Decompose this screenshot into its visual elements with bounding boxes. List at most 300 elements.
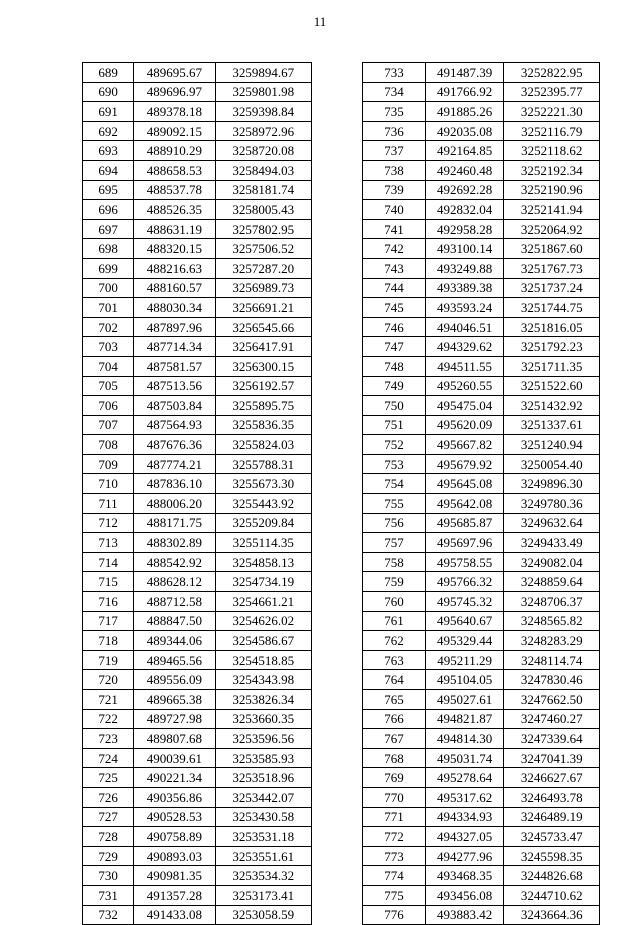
x-coordinate-cell: 488910.29 xyxy=(134,141,215,161)
point-number-cell: 776 xyxy=(363,905,426,925)
point-number-cell: 730 xyxy=(83,866,134,886)
x-coordinate-cell: 488847.50 xyxy=(134,611,215,631)
table-row xyxy=(83,376,312,396)
x-coordinate-cell: 488712.58 xyxy=(134,592,215,612)
x-coordinate-cell: 490758.89 xyxy=(134,827,215,847)
y-coordinate-cell: 3254661.21 xyxy=(215,592,311,612)
table-row xyxy=(363,513,600,533)
point-number-cell: 745 xyxy=(363,298,426,318)
table-row xyxy=(363,768,600,788)
y-coordinate-cell: 3253173.41 xyxy=(215,885,311,905)
point-number-cell: 698 xyxy=(83,239,134,259)
y-coordinate-cell: 3254734.19 xyxy=(215,572,311,592)
point-number-cell: 695 xyxy=(83,180,134,200)
point-number-cell: 701 xyxy=(83,298,134,318)
table-row xyxy=(363,709,600,729)
y-coordinate-cell: 3248706.37 xyxy=(504,592,600,612)
x-coordinate-cell: 489665.38 xyxy=(134,690,215,710)
x-coordinate-cell: 492692.28 xyxy=(425,180,504,200)
y-coordinate-cell: 3247662.50 xyxy=(504,690,600,710)
table-row xyxy=(83,885,312,905)
table-row xyxy=(83,102,312,122)
table-row xyxy=(83,592,312,612)
point-number-cell: 772 xyxy=(363,827,426,847)
x-coordinate-cell: 493456.08 xyxy=(425,885,504,905)
point-number-cell: 702 xyxy=(83,317,134,337)
point-number-cell: 714 xyxy=(83,552,134,572)
x-coordinate-cell: 491766.92 xyxy=(425,82,504,102)
y-coordinate-cell: 3251432.92 xyxy=(504,396,600,416)
y-coordinate-cell: 3251744.75 xyxy=(504,298,600,318)
point-number-cell: 735 xyxy=(363,102,426,122)
point-number-cell: 700 xyxy=(83,278,134,298)
x-coordinate-cell: 493389.38 xyxy=(425,278,504,298)
point-number-cell: 771 xyxy=(363,807,426,827)
table-row xyxy=(83,219,312,239)
y-coordinate-cell: 3246493.78 xyxy=(504,787,600,807)
y-coordinate-cell: 3251867.60 xyxy=(504,239,600,259)
y-coordinate-cell: 3253518.96 xyxy=(215,768,311,788)
y-coordinate-cell: 3253596.56 xyxy=(215,729,311,749)
point-number-cell: 748 xyxy=(363,356,426,376)
table-row xyxy=(83,513,312,533)
table-row xyxy=(83,474,312,494)
table-row xyxy=(363,690,600,710)
point-number-cell: 721 xyxy=(83,690,134,710)
table-row xyxy=(363,180,600,200)
y-coordinate-cell: 3248565.82 xyxy=(504,611,600,631)
point-number-cell: 742 xyxy=(363,239,426,259)
y-coordinate-cell: 3254586.67 xyxy=(215,631,311,651)
table-row xyxy=(83,337,312,357)
table-row xyxy=(363,200,600,220)
point-number-cell: 737 xyxy=(363,141,426,161)
table-row xyxy=(83,729,312,749)
y-coordinate-cell: 3253058.59 xyxy=(215,905,311,925)
table-row xyxy=(83,454,312,474)
table-row xyxy=(363,650,600,670)
x-coordinate-cell: 494511.55 xyxy=(425,356,504,376)
y-coordinate-cell: 3252221.30 xyxy=(504,102,600,122)
x-coordinate-cell: 489378.18 xyxy=(134,102,215,122)
x-coordinate-cell: 492035.08 xyxy=(425,121,504,141)
table-row xyxy=(363,787,600,807)
page-number: 11 xyxy=(313,14,327,29)
x-coordinate-cell: 495697.96 xyxy=(425,533,504,553)
y-coordinate-cell: 3255788.31 xyxy=(215,454,311,474)
x-coordinate-cell: 488320.15 xyxy=(134,239,215,259)
x-coordinate-cell: 488526.35 xyxy=(134,200,215,220)
point-number-cell: 718 xyxy=(83,631,134,651)
y-coordinate-cell: 3255209.84 xyxy=(215,513,311,533)
x-coordinate-cell: 487774.21 xyxy=(134,454,215,474)
point-number-cell: 756 xyxy=(363,513,426,533)
x-coordinate-cell: 495667.82 xyxy=(425,435,504,455)
x-coordinate-cell: 489092.15 xyxy=(134,121,215,141)
y-coordinate-cell: 3252064.92 xyxy=(504,219,600,239)
x-coordinate-cell: 495260.55 xyxy=(425,376,504,396)
table-row xyxy=(363,258,600,278)
table-row xyxy=(363,278,600,298)
y-coordinate-cell: 3251792.23 xyxy=(504,337,600,357)
y-coordinate-cell: 3256691.21 xyxy=(215,298,311,318)
table-row xyxy=(363,356,600,376)
x-coordinate-cell: 495642.08 xyxy=(425,494,504,514)
point-number-cell: 705 xyxy=(83,376,134,396)
table-row xyxy=(83,160,312,180)
table-row xyxy=(363,807,600,827)
y-coordinate-cell: 3257506.52 xyxy=(215,239,311,259)
table-row xyxy=(83,787,312,807)
point-number-cell: 734 xyxy=(363,82,426,102)
y-coordinate-cell: 3254858.13 xyxy=(215,552,311,572)
y-coordinate-cell: 3252190.96 xyxy=(504,180,600,200)
point-number-cell: 722 xyxy=(83,709,134,729)
coordinates-table-left xyxy=(82,62,312,925)
x-coordinate-cell: 494277.96 xyxy=(425,846,504,866)
point-number-cell: 736 xyxy=(363,121,426,141)
y-coordinate-cell: 3256192.57 xyxy=(215,376,311,396)
table-row xyxy=(363,611,600,631)
y-coordinate-cell: 3244826.68 xyxy=(504,866,600,886)
point-number-cell: 770 xyxy=(363,787,426,807)
y-coordinate-cell: 3249896.30 xyxy=(504,474,600,494)
y-coordinate-cell: 3256545.66 xyxy=(215,317,311,337)
y-coordinate-cell: 3255895.75 xyxy=(215,396,311,416)
y-coordinate-cell: 3243664.36 xyxy=(504,905,600,925)
x-coordinate-cell: 494046.51 xyxy=(425,317,504,337)
point-number-cell: 729 xyxy=(83,846,134,866)
point-number-cell: 746 xyxy=(363,317,426,337)
table-row xyxy=(363,905,600,925)
table-row xyxy=(363,396,600,416)
table-row xyxy=(83,298,312,318)
x-coordinate-cell: 488171.75 xyxy=(134,513,215,533)
table-row xyxy=(83,415,312,435)
x-coordinate-cell: 495766.32 xyxy=(425,572,504,592)
y-coordinate-cell: 3255836.35 xyxy=(215,415,311,435)
x-coordinate-cell: 495640.67 xyxy=(425,611,504,631)
x-coordinate-cell: 488631.19 xyxy=(134,219,215,239)
point-number-cell: 766 xyxy=(363,709,426,729)
x-coordinate-cell: 495027.61 xyxy=(425,690,504,710)
table-row xyxy=(363,552,600,572)
x-coordinate-cell: 491487.39 xyxy=(425,63,504,83)
point-number-cell: 694 xyxy=(83,160,134,180)
y-coordinate-cell: 3253585.93 xyxy=(215,748,311,768)
point-number-cell: 699 xyxy=(83,258,134,278)
x-coordinate-cell: 494814.30 xyxy=(425,729,504,749)
x-coordinate-cell: 493249.88 xyxy=(425,258,504,278)
x-coordinate-cell: 487581.57 xyxy=(134,356,215,376)
y-coordinate-cell: 3252822.95 xyxy=(504,63,600,83)
x-coordinate-cell: 487836.10 xyxy=(134,474,215,494)
table-row xyxy=(363,592,600,612)
x-coordinate-cell: 489695.67 xyxy=(134,63,215,83)
point-number-cell: 759 xyxy=(363,572,426,592)
point-number-cell: 691 xyxy=(83,102,134,122)
table-row xyxy=(363,748,600,768)
point-number-cell: 703 xyxy=(83,337,134,357)
y-coordinate-cell: 3255443.92 xyxy=(215,494,311,514)
x-coordinate-cell: 489727.98 xyxy=(134,709,215,729)
table-row xyxy=(363,82,600,102)
y-coordinate-cell: 3256300.15 xyxy=(215,356,311,376)
y-coordinate-cell: 3251711.35 xyxy=(504,356,600,376)
point-number-cell: 769 xyxy=(363,768,426,788)
y-coordinate-cell: 3259398.84 xyxy=(215,102,311,122)
x-coordinate-cell: 495317.62 xyxy=(425,787,504,807)
x-coordinate-cell: 491433.08 xyxy=(134,905,215,925)
table-row xyxy=(83,611,312,631)
x-coordinate-cell: 492958.28 xyxy=(425,219,504,239)
y-coordinate-cell: 3255824.03 xyxy=(215,435,311,455)
x-coordinate-cell: 495745.32 xyxy=(425,592,504,612)
point-number-cell: 738 xyxy=(363,160,426,180)
table-row xyxy=(83,709,312,729)
y-coordinate-cell: 3247041.39 xyxy=(504,748,600,768)
x-coordinate-cell: 487714.34 xyxy=(134,337,215,357)
point-number-cell: 767 xyxy=(363,729,426,749)
y-coordinate-cell: 3253430.58 xyxy=(215,807,311,827)
point-number-cell: 731 xyxy=(83,885,134,905)
x-coordinate-cell: 495620.09 xyxy=(425,415,504,435)
x-coordinate-cell: 491357.28 xyxy=(134,885,215,905)
table-row xyxy=(363,572,600,592)
x-coordinate-cell: 488160.57 xyxy=(134,278,215,298)
y-coordinate-cell: 3248859.64 xyxy=(504,572,600,592)
y-coordinate-cell: 3252118.62 xyxy=(504,141,600,161)
point-number-cell: 711 xyxy=(83,494,134,514)
point-number-cell: 741 xyxy=(363,219,426,239)
x-coordinate-cell: 495679.92 xyxy=(425,454,504,474)
table-row xyxy=(363,219,600,239)
point-number-cell: 723 xyxy=(83,729,134,749)
point-number-cell: 764 xyxy=(363,670,426,690)
y-coordinate-cell: 3247460.27 xyxy=(504,709,600,729)
point-number-cell: 727 xyxy=(83,807,134,827)
y-coordinate-cell: 3246627.67 xyxy=(504,768,600,788)
y-coordinate-cell: 3253442.07 xyxy=(215,787,311,807)
x-coordinate-cell: 490981.35 xyxy=(134,866,215,886)
table-row xyxy=(83,552,312,572)
point-number-cell: 740 xyxy=(363,200,426,220)
point-number-cell: 704 xyxy=(83,356,134,376)
x-coordinate-cell: 488216.63 xyxy=(134,258,215,278)
table-row xyxy=(363,376,600,396)
table-row xyxy=(83,631,312,651)
point-number-cell: 708 xyxy=(83,435,134,455)
x-coordinate-cell: 492460.48 xyxy=(425,160,504,180)
table-row xyxy=(83,258,312,278)
y-coordinate-cell: 3251522.60 xyxy=(504,376,600,396)
x-coordinate-cell: 488006.20 xyxy=(134,494,215,514)
y-coordinate-cell: 3252192.34 xyxy=(504,160,600,180)
point-number-cell: 715 xyxy=(83,572,134,592)
table-row xyxy=(83,572,312,592)
coordinates-table-right-body xyxy=(363,63,600,925)
y-coordinate-cell: 3257802.95 xyxy=(215,219,311,239)
point-number-cell: 710 xyxy=(83,474,134,494)
y-coordinate-cell: 3249632.64 xyxy=(504,513,600,533)
y-coordinate-cell: 3253551.61 xyxy=(215,846,311,866)
y-coordinate-cell: 3250054.40 xyxy=(504,454,600,474)
y-coordinate-cell: 3249780.36 xyxy=(504,494,600,514)
x-coordinate-cell: 495278.64 xyxy=(425,768,504,788)
y-coordinate-cell: 3258181.74 xyxy=(215,180,311,200)
table-row xyxy=(83,356,312,376)
point-number-cell: 726 xyxy=(83,787,134,807)
x-coordinate-cell: 490039.61 xyxy=(134,748,215,768)
table-row xyxy=(363,102,600,122)
point-number-cell: 692 xyxy=(83,121,134,141)
table-row xyxy=(83,239,312,259)
table-row xyxy=(83,807,312,827)
y-coordinate-cell: 3252116.79 xyxy=(504,121,600,141)
y-coordinate-cell: 3254343.98 xyxy=(215,670,311,690)
x-coordinate-cell: 495475.04 xyxy=(425,396,504,416)
table-row xyxy=(363,317,600,337)
point-number-cell: 713 xyxy=(83,533,134,553)
point-number-cell: 707 xyxy=(83,415,134,435)
x-coordinate-cell: 490221.34 xyxy=(134,768,215,788)
x-coordinate-cell: 487503.84 xyxy=(134,396,215,416)
table-row xyxy=(83,82,312,102)
table-row xyxy=(363,160,600,180)
y-coordinate-cell: 3253531.18 xyxy=(215,827,311,847)
y-coordinate-cell: 3245733.47 xyxy=(504,827,600,847)
point-number-cell: 732 xyxy=(83,905,134,925)
point-number-cell: 760 xyxy=(363,592,426,612)
table-row xyxy=(83,827,312,847)
point-number-cell: 725 xyxy=(83,768,134,788)
table-row xyxy=(83,866,312,886)
table-row xyxy=(363,729,600,749)
point-number-cell: 743 xyxy=(363,258,426,278)
table-row xyxy=(363,885,600,905)
table-row xyxy=(83,200,312,220)
point-number-cell: 719 xyxy=(83,650,134,670)
y-coordinate-cell: 3257287.20 xyxy=(215,258,311,278)
y-coordinate-cell: 3253826.34 xyxy=(215,690,311,710)
table-row xyxy=(83,121,312,141)
point-number-cell: 709 xyxy=(83,454,134,474)
table-row xyxy=(363,533,600,553)
y-coordinate-cell: 3258972.96 xyxy=(215,121,311,141)
point-number-cell: 753 xyxy=(363,454,426,474)
point-number-cell: 717 xyxy=(83,611,134,631)
point-number-cell: 712 xyxy=(83,513,134,533)
table-row xyxy=(83,650,312,670)
y-coordinate-cell: 3248114.74 xyxy=(504,650,600,670)
table-row xyxy=(83,846,312,866)
point-number-cell: 697 xyxy=(83,219,134,239)
x-coordinate-cell: 488658.53 xyxy=(134,160,215,180)
x-coordinate-cell: 495031.74 xyxy=(425,748,504,768)
table-row xyxy=(363,494,600,514)
y-coordinate-cell: 3247830.46 xyxy=(504,670,600,690)
y-coordinate-cell: 3256417.91 xyxy=(215,337,311,357)
point-number-cell: 768 xyxy=(363,748,426,768)
point-number-cell: 690 xyxy=(83,82,134,102)
x-coordinate-cell: 490356.86 xyxy=(134,787,215,807)
point-number-cell: 775 xyxy=(363,885,426,905)
point-number-cell: 696 xyxy=(83,200,134,220)
x-coordinate-cell: 493468.35 xyxy=(425,866,504,886)
point-number-cell: 728 xyxy=(83,827,134,847)
table-row xyxy=(83,278,312,298)
x-coordinate-cell: 488030.34 xyxy=(134,298,215,318)
point-number-cell: 716 xyxy=(83,592,134,612)
point-number-cell: 706 xyxy=(83,396,134,416)
table-row xyxy=(83,768,312,788)
y-coordinate-cell: 3245598.35 xyxy=(504,846,600,866)
y-coordinate-cell: 3247339.64 xyxy=(504,729,600,749)
point-number-cell: 689 xyxy=(83,63,134,83)
table-row xyxy=(363,866,600,886)
y-coordinate-cell: 3249082.04 xyxy=(504,552,600,572)
y-coordinate-cell: 3251240.94 xyxy=(504,435,600,455)
x-coordinate-cell: 493883.42 xyxy=(425,905,504,925)
table-row xyxy=(83,63,312,83)
y-coordinate-cell: 3248283.29 xyxy=(504,631,600,651)
point-number-cell: 739 xyxy=(363,180,426,200)
point-number-cell: 752 xyxy=(363,435,426,455)
point-number-cell: 761 xyxy=(363,611,426,631)
point-number-cell: 763 xyxy=(363,650,426,670)
y-coordinate-cell: 3253660.35 xyxy=(215,709,311,729)
y-coordinate-cell: 3258720.08 xyxy=(215,141,311,161)
point-number-cell: 749 xyxy=(363,376,426,396)
table-row xyxy=(83,317,312,337)
y-coordinate-cell: 3254626.02 xyxy=(215,611,311,631)
y-coordinate-cell: 3259894.67 xyxy=(215,63,311,83)
point-number-cell: 754 xyxy=(363,474,426,494)
table-row xyxy=(83,141,312,161)
point-number-cell: 751 xyxy=(363,415,426,435)
x-coordinate-cell: 495645.08 xyxy=(425,474,504,494)
point-number-cell: 720 xyxy=(83,670,134,690)
x-coordinate-cell: 489344.06 xyxy=(134,631,215,651)
table-row xyxy=(363,298,600,318)
x-coordinate-cell: 489696.97 xyxy=(134,82,215,102)
y-coordinate-cell: 3259801.98 xyxy=(215,82,311,102)
y-coordinate-cell: 3244710.62 xyxy=(504,885,600,905)
y-coordinate-cell: 3251337.61 xyxy=(504,415,600,435)
x-coordinate-cell: 487513.56 xyxy=(134,376,215,396)
table-row xyxy=(83,690,312,710)
y-coordinate-cell: 3251767.73 xyxy=(504,258,600,278)
y-coordinate-cell: 3251816.05 xyxy=(504,317,600,337)
coordinates-table-left-body xyxy=(83,63,312,925)
point-number-cell: 758 xyxy=(363,552,426,572)
x-coordinate-cell: 492832.04 xyxy=(425,200,504,220)
table-row xyxy=(363,670,600,690)
table-row xyxy=(83,533,312,553)
x-coordinate-cell: 494329.62 xyxy=(425,337,504,357)
table-row xyxy=(363,631,600,651)
y-coordinate-cell: 3258005.43 xyxy=(215,200,311,220)
table-row xyxy=(363,827,600,847)
y-coordinate-cell: 3256989.73 xyxy=(215,278,311,298)
y-coordinate-cell: 3252141.94 xyxy=(504,200,600,220)
x-coordinate-cell: 491885.26 xyxy=(425,102,504,122)
table-row xyxy=(83,670,312,690)
point-number-cell: 774 xyxy=(363,866,426,886)
x-coordinate-cell: 488542.92 xyxy=(134,552,215,572)
x-coordinate-cell: 490528.53 xyxy=(134,807,215,827)
table-row xyxy=(363,121,600,141)
